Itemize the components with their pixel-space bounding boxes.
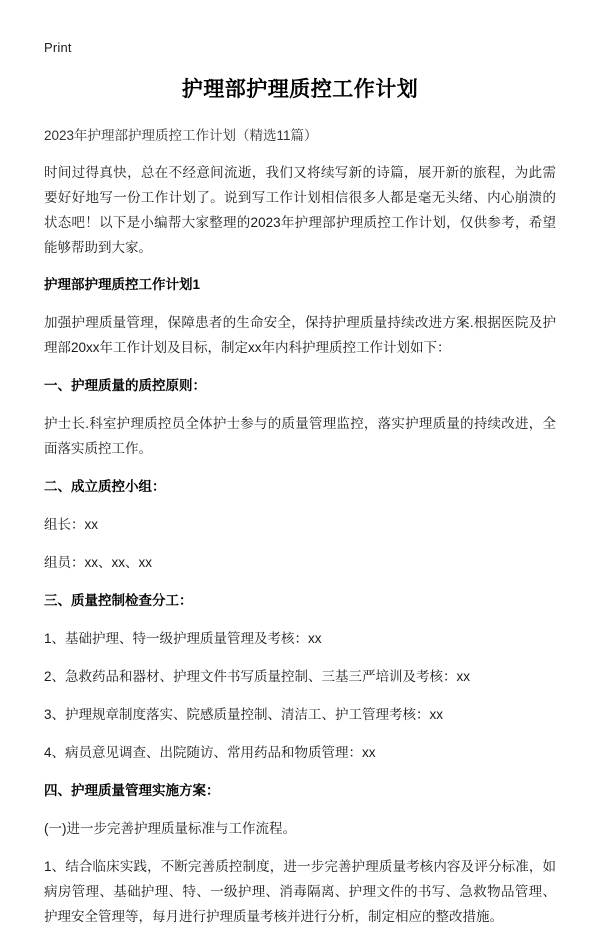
paragraph: (一)进一步完善护理质量标准与工作流程。 bbox=[44, 821, 296, 836]
section-heading: 护理部护理质控工作计划1 bbox=[44, 277, 201, 293]
document-subtitle: 2023年护理部护理质控工作计划（精选11篇） bbox=[44, 128, 318, 143]
page-title: 护理部护理质控工作计划 bbox=[181, 78, 419, 101]
document-body bbox=[44, 161, 556, 930]
paragraph: 加强护理质量管理，保障患者的生命安全，保持护理质量持续改进方案.根据医院及护理部20xx年工作计划及目标，制定xx年内科护理质控工作计划如下： bbox=[44, 315, 556, 356]
paragraph: 时间过得真快，总在不经意间流逝，我们又将续写新的诗篇，展开新的旅程，为此需要好好地写一份工作计划了。说到写工作计划相信很多人都是毫无头绪、内心崩溃的状态吧！以下是小编帮大家整理的2023年护理部护理质控工作计划，仅供参考，希望能够帮助到大家。 bbox=[44, 164, 556, 255]
paragraph: 4、病员意见调查、出院随访、常用药品和物质管理：xx bbox=[44, 745, 376, 761]
paragraph: 1、基础护理、特一级护理质量管理及考核：xx bbox=[44, 631, 322, 647]
section-heading: 三、质量控制检查分工： bbox=[44, 593, 193, 609]
section-heading: 二、成立质控小组： bbox=[44, 479, 166, 495]
paragraph: 1、结合临床实践，不断完善质控制度，进一步完善护理质量考核内容及评分标准，如病房管理、基础护理、特、一级护理、消毒隔离、护理文件的书写、急救物品管理、护理安全管理等，每月进行护理质量考核并进行分析，制定相应的整改措施。 bbox=[44, 858, 556, 924]
paragraph: 2、急救药品和器材、护理文件书写质量控制、三基三严培训及考核：xx bbox=[44, 669, 471, 685]
paragraph: 3、护理规章制度落实、院感质量控制、清洁工、护工管理考核：xx bbox=[44, 707, 444, 723]
paragraph: 护士长.科室护理质控员全体护士参与的质量管理监控，落实护理质量的持续改进，全面落实质控工作。 bbox=[44, 416, 556, 457]
paragraph: 组长：xx bbox=[44, 517, 98, 533]
print-button[interactable]: Print bbox=[44, 40, 72, 55]
section-heading: 四、护理质量管理实施方案： bbox=[44, 783, 220, 799]
section-heading: 一、护理质量的质控原则： bbox=[44, 378, 206, 394]
paragraph: 组员：xx、xx、xx bbox=[44, 555, 152, 571]
